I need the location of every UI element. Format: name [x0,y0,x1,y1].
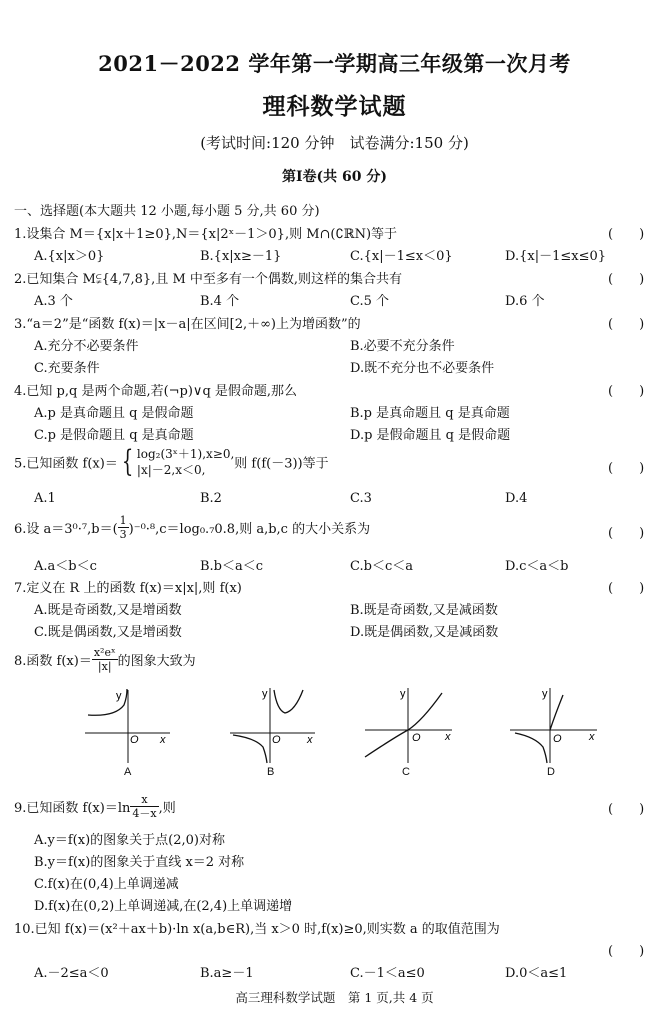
fraction-denominator: |x| [97,660,112,673]
q4-option-c: C.p 是假命题且 q 是真命题 [34,428,194,443]
question-5-stem [14,446,329,478]
question-1-stem: 1.设集合 M＝{x|x＋1≥0},N＝{x|2ˣ－1＞0},则 M∩(∁ℝN)等于 [14,227,398,242]
q9-stem-pre: 9.已知函数 f(x)＝ln [14,801,131,816]
q5-piece-1: log₂(3ˣ＋1),x≥0, [136,447,235,461]
q7-option-a: A.既是奇函数,又是增函数 [34,603,182,618]
q7-option-d: D.既是偶函数,又是减函数 [350,625,499,640]
graph-c-label: C [402,766,410,778]
q6-fraction [118,514,129,541]
q9-option-c: C.f(x)在(0,4)上单调递减 [34,877,179,892]
subject-title: 理科数学试题 [262,93,407,120]
q9-option-b: B.y＝f(x)的图象关于直线 x＝2 对称 [34,855,245,870]
exam-info: (考试时间:120 分钟 试卷满分:150 分) [200,134,469,152]
section-heading: 一、选择题(本大题共 12 小题,每小题 5 分,共 60 分) [14,204,320,219]
origin-label: O [272,734,281,746]
q5-stem-pre: 5.已知函数 f(x)＝ [14,456,118,472]
q9-fraction [130,793,158,820]
q3-option-d: D.既不充分也不必要条件 [350,361,495,376]
volume-heading: 第Ⅰ卷(共 60 分) [281,169,388,185]
axis-x-label: x [160,734,166,746]
q10-option-b: B.a≥－1 [200,966,254,981]
q4-option-d: D.p 是假命题且 q 是假命题 [350,428,511,443]
answer-paren: ( ) [608,384,645,399]
fraction-numerator: x²eˣ [93,646,116,659]
fraction-denominator: 4－x [132,807,157,820]
q9-option-d: D.f(x)在(0,2)上单调递减,在(2,4)上单调递增 [34,899,293,914]
q8-fraction [92,646,118,673]
q6-stem-post: )⁻⁰·⁸,c＝log₀.₇0.8,则 a,b,c 的大小关系为 [128,522,371,537]
fraction-numerator: 1 [119,514,127,527]
q1-option-b: B.{x|x≥－1} [200,249,282,264]
question-8-stem [14,646,196,673]
origin-label: O [412,732,421,744]
q7-option-c: C.既是偶函数,又是增函数 [34,625,182,640]
q6-option-d: D.c＜a＜b [505,559,569,574]
q3-option-a: A.充分不必要条件 [34,339,139,354]
q6-stem-pre: 6.设 a＝3⁰·⁷,b＝( [14,522,118,537]
q6-option-a: A.a＜b＜c [34,559,97,574]
question-4-stem: 4.已知 p,q 是两个命题,若(¬p)∨q 是假命题,那么 [14,384,298,399]
q2-option-d: D.6 个 [505,294,545,309]
q5-stem-post: 则 f(f(－3))等于 [234,456,329,472]
fraction-numerator: x [130,793,158,807]
exam-title: 2021－2022 学年第一学期高三年级第一次月考 [98,51,571,76]
q10-option-d: D.0＜a≤1 [505,966,568,981]
answer-paren: ( ) [608,227,645,242]
q9-option-a: A.y＝f(x)的图象关于点(2,0)对称 [34,833,225,848]
graph-b [225,685,325,765]
question-2-stem: 2.已知集合 M⫋{4,7,8},且 M 中至多有一个偶数,则这样的集合共有 [14,272,403,287]
q2-option-b: B.4 个 [200,294,240,309]
graph-d [505,685,605,765]
question-10-stem: 10.已知 f(x)＝(x²＋ax＋b)·ln x(a,b∈R),当 x＞0 时,f(x)≥0,则实数 a 的取值范围为 [14,922,500,937]
page-footer: 高三理科数学试题 第 1 页,共 4 页 [235,990,434,1005]
q6-option-b: B.b＜a＜c [200,559,264,574]
graph-a-label: A [124,766,132,778]
q5-option-d: D.4 [505,491,528,506]
q6-option-c: C.b＜c＜a [350,559,413,574]
q1-option-c: C.{x|－1≤x＜0} [350,249,453,264]
answer-paren: ( ) [608,802,645,817]
q4-option-b: B.p 是真命题且 q 是真命题 [350,406,510,421]
origin-label: O [553,733,562,745]
q2-option-c: C.5 个 [350,294,390,309]
graph-b-label: B [267,766,275,778]
axis-y-label: y [262,688,268,700]
q1-option-a: A.{x|x＞0} [34,249,105,264]
q5-option-c: C.3 [350,491,372,506]
q5-option-a: A.1 [34,491,56,506]
q5-piece-2: |x|－2,x＜0, [136,463,206,477]
answer-paren: ( ) [608,581,645,596]
q7-option-b: B.既是奇函数,又是减函数 [350,603,498,618]
q9-stem-post: ,则 [158,801,176,816]
axis-y-label: y [116,690,122,702]
q5-option-b: B.2 [200,491,222,506]
q10-option-a: A.－2≤a＜0 [34,966,109,981]
graph-c [360,685,460,765]
piecewise-brace: { [121,444,134,479]
answer-paren: ( ) [608,272,645,287]
q2-option-a: A.3 个 [34,294,73,309]
origin-label: O [130,734,139,746]
answer-paren: ( ) [608,526,645,541]
answer-paren: ( ) [608,317,645,332]
axis-x-label: x [445,731,451,743]
q8-stem-post: 的图象大致为 [117,654,196,669]
q8-stem-pre: 8.函数 f(x)＝ [14,654,92,669]
axis-x-label: x [589,731,595,743]
question-9-stem [14,793,176,820]
q3-option-c: C.充要条件 [34,361,100,376]
q10-option-c: C.－1＜a≤0 [350,966,425,981]
q3-option-b: B.必要不充分条件 [350,339,455,354]
q5-piecewise [137,446,234,478]
axis-y-label: y [542,688,548,700]
question-3-stem: 3.“a＝2”是“函数 f(x)＝|x－a|在区间[2,＋∞)上为增函数”的 [14,317,361,332]
q1-option-d: D.{x|－1≤x≤0} [505,249,607,264]
graph-d-label: D [547,766,555,778]
graph-a [80,685,180,765]
answer-paren: ( ) [608,944,645,959]
question-6-stem [14,514,370,541]
fraction-denominator: 3 [119,528,127,541]
question-7-stem: 7.定义在 R 上的函数 f(x)＝x|x|,则 f(x) [14,581,242,596]
axis-y-label: y [400,688,406,700]
answer-paren: ( ) [608,461,645,476]
q4-option-a: A.p 是真命题且 q 是假命题 [34,406,194,421]
axis-x-label: x [307,734,313,746]
